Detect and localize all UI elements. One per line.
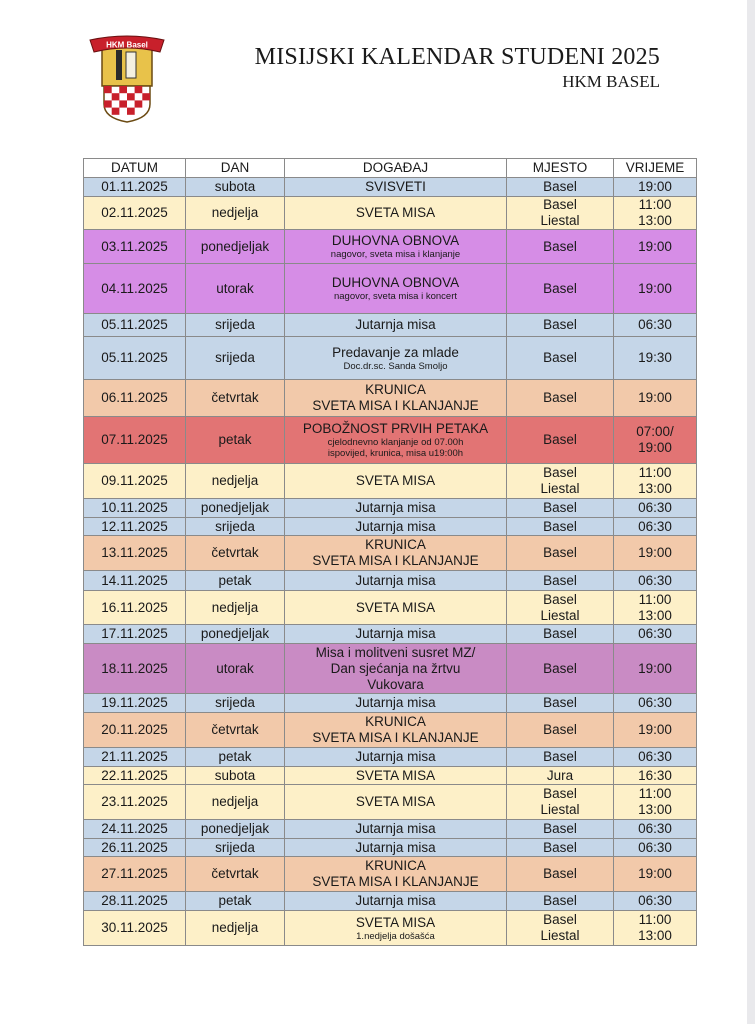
day-cell: srijeda [186, 518, 285, 536]
place-value: Basel [543, 722, 577, 737]
event-title: Jutarnja misa [355, 821, 436, 836]
time-cell [614, 571, 697, 591]
day-cell: nedjelja [186, 785, 285, 820]
place-value: Liestal [540, 928, 580, 943]
table-row [84, 571, 697, 591]
date-cell: 17.11.2025 [84, 625, 186, 644]
date-cell: 24.11.2025 [84, 820, 186, 839]
place-cell [507, 518, 614, 536]
time-value: 06:30 [638, 695, 672, 710]
place-value: Basel [543, 179, 577, 194]
day-cell: nedjelja [186, 591, 285, 625]
event-cell [285, 178, 507, 197]
time-value: 11:00 [638, 591, 672, 607]
place-value: Liestal [540, 481, 580, 496]
event-title: SVETA MISA [355, 205, 436, 220]
table-row [84, 337, 697, 380]
time-value: 11:00 [638, 197, 672, 212]
event-cell [285, 337, 507, 380]
place-cell [507, 337, 614, 380]
event-cell [285, 785, 507, 820]
table-row [84, 197, 697, 230]
time-cell [614, 625, 697, 644]
day-cell: ponedjeljak [186, 499, 285, 518]
event-cell [285, 591, 507, 625]
time-value: 19:00 [638, 390, 672, 405]
day-cell: četvrtak [186, 536, 285, 571]
time-value: 19:00 [638, 722, 672, 737]
time-value: 19:00 [638, 440, 672, 455]
date-cell: 04.11.2025 [84, 264, 186, 314]
time-cell [614, 591, 697, 625]
event-cell [285, 536, 507, 571]
event-cell [285, 230, 507, 264]
event-cell [285, 197, 507, 230]
day-cell: četvrtak [186, 713, 285, 748]
date-cell: 07.11.2025 [84, 417, 186, 464]
place-cell [507, 911, 614, 946]
place-cell [507, 499, 614, 518]
table-row [84, 417, 697, 464]
table-row [84, 591, 697, 625]
table-row [84, 911, 697, 946]
place-cell [507, 820, 614, 839]
event-note: nagovor, sveta misa i klanjanje [330, 249, 461, 260]
event-note: nagovor, sveta misa i koncert [333, 291, 458, 302]
day-cell: utorak [186, 264, 285, 314]
time-value: 06:30 [638, 500, 672, 515]
event-cell [285, 417, 507, 464]
place-value: Basel [543, 500, 577, 515]
time-cell [614, 839, 697, 857]
event-title: DUHOVNA OBNOVA [331, 275, 460, 290]
event-cell [285, 911, 507, 946]
place-value: Basel [543, 238, 577, 254]
place-value: Basel [543, 197, 577, 212]
time-cell [614, 499, 697, 518]
time-cell [614, 464, 697, 499]
place-cell [507, 625, 614, 644]
event-cell [285, 464, 507, 499]
date-cell: 14.11.2025 [84, 571, 186, 591]
page-edge [747, 0, 755, 1024]
place-cell [507, 464, 614, 499]
place-value: Basel [543, 390, 577, 405]
time-cell [614, 536, 697, 571]
table-row [84, 748, 697, 767]
time-value: 06:30 [638, 839, 672, 855]
event-title: KRUNICA SVETA MISA I KLANJANJE [312, 858, 479, 889]
time-cell [614, 694, 697, 713]
time-value: 13:00 [638, 481, 672, 496]
place-cell [507, 230, 614, 264]
date-cell: 05.11.2025 [84, 337, 186, 380]
time-cell [614, 264, 697, 314]
place-cell [507, 644, 614, 694]
event-title: Jutarnja misa [355, 572, 436, 588]
table-row [84, 380, 697, 417]
page-title: MISIJSKI KALENDAR STUDENI 2025 [254, 44, 660, 70]
time-value: 06:30 [638, 821, 672, 836]
time-cell [614, 417, 697, 464]
time-value: 19:00 [638, 545, 672, 560]
day-cell: srijeda [186, 839, 285, 857]
date-cell: 19.11.2025 [84, 694, 186, 713]
event-title: Misa i molitveni susret MZ/ Dan sjećanja na žrtvu Vukovara [315, 644, 476, 692]
time-cell [614, 857, 697, 892]
place-cell [507, 197, 614, 230]
time-cell [614, 911, 697, 946]
place-value: Basel [543, 893, 577, 908]
time-value: 19:00 [638, 660, 672, 676]
event-title: Jutarnja misa [355, 839, 436, 855]
day-cell: nedjelja [186, 464, 285, 499]
table-row [84, 625, 697, 644]
event-cell [285, 644, 507, 694]
event-title: Jutarnja misa [355, 317, 436, 332]
time-cell [614, 713, 697, 748]
date-cell: 22.11.2025 [84, 767, 186, 785]
time-cell [614, 785, 697, 820]
table-row [84, 464, 697, 499]
table-row [84, 314, 697, 337]
event-title: Jutarnja misa [355, 518, 436, 534]
place-value: Basel [543, 786, 577, 801]
date-cell: 18.11.2025 [84, 644, 186, 694]
time-value: 06:30 [638, 749, 672, 764]
table-row [84, 767, 697, 785]
table-header-row [84, 159, 697, 178]
event-cell [285, 571, 507, 591]
table-row [84, 178, 697, 197]
event-title: KRUNICA SVETA MISA I KLANJANJE [312, 537, 479, 568]
day-cell: srijeda [186, 694, 285, 713]
place-cell [507, 380, 614, 417]
event-cell [285, 314, 507, 337]
date-cell: 27.11.2025 [84, 857, 186, 892]
event-cell [285, 839, 507, 857]
time-value: 06:30 [638, 518, 672, 534]
table-row [84, 230, 697, 264]
time-value: 07:00/ [636, 424, 674, 439]
time-value: 13:00 [638, 802, 672, 817]
table-row [84, 785, 697, 820]
place-value: Basel [543, 866, 577, 881]
day-cell: nedjelja [186, 911, 285, 946]
time-value: 13:00 [638, 607, 672, 623]
place-value: Basel [543, 626, 577, 641]
time-cell [614, 767, 697, 785]
event-cell [285, 713, 507, 748]
date-cell: 23.11.2025 [84, 785, 186, 820]
table-row [84, 694, 697, 713]
event-title: SVETA MISA [355, 794, 436, 809]
place-cell [507, 417, 614, 464]
event-title: SVETA MISA [355, 473, 436, 488]
event-cell [285, 857, 507, 892]
place-value: Basel [543, 280, 577, 296]
event-note: ispovijed, krunica, misa u19:00h [327, 448, 464, 459]
time-cell [614, 380, 697, 417]
event-note: Doc.dr.sc. Sanda Smoljo [343, 360, 448, 372]
event-title: Predavanje za mlade [332, 344, 459, 360]
place-value: Basel [543, 572, 577, 588]
place-value: Liestal [540, 607, 580, 623]
logo-text: HKM Basel [106, 40, 148, 50]
place-cell [507, 536, 614, 571]
day-cell: ponedjeljak [186, 625, 285, 644]
date-cell: 02.11.2025 [84, 197, 186, 230]
event-title: SVETA MISA [355, 914, 436, 930]
day-cell: četvrtak [186, 380, 285, 417]
event-cell [285, 264, 507, 314]
event-cell [285, 499, 507, 518]
place-value: Basel [543, 545, 577, 560]
place-value: Liestal [540, 213, 580, 228]
table-row [84, 644, 697, 694]
place-value: Basel [543, 317, 577, 332]
day-cell: ponedjeljak [186, 230, 285, 264]
time-cell [614, 644, 697, 694]
date-cell: 16.11.2025 [84, 591, 186, 625]
table-row [84, 518, 697, 536]
place-cell [507, 785, 614, 820]
day-cell: petak [186, 748, 285, 767]
time-cell [614, 892, 697, 911]
place-cell [507, 571, 614, 591]
place-cell [507, 314, 614, 337]
place-cell [507, 178, 614, 197]
event-title: SVETA MISA [355, 767, 436, 783]
time-value: 16:30 [638, 767, 672, 783]
col-header-date: DATUM [84, 159, 186, 178]
table-row [84, 892, 697, 911]
day-cell: srijeda [186, 337, 285, 380]
time-cell [614, 518, 697, 536]
place-cell [507, 694, 614, 713]
place-value: Liestal [540, 802, 580, 817]
event-note: 1.nedjelja došašća [356, 930, 435, 942]
time-value: 19:00 [638, 866, 672, 881]
event-title: DUHOVNA OBNOVA [331, 233, 460, 248]
day-cell: petak [186, 571, 285, 591]
time-value: 19:00 [638, 280, 672, 296]
event-title: Jutarnja misa [355, 749, 436, 764]
event-cell [285, 767, 507, 785]
time-value: 06:30 [638, 317, 672, 332]
event-note: cjelodnevno klanjanje od 07.00h [327, 437, 464, 448]
event-title: Jutarnja misa [355, 893, 436, 908]
table-row [84, 857, 697, 892]
event-title: Jutarnja misa [355, 500, 436, 515]
place-value: Basel [543, 350, 577, 365]
table-row [84, 264, 697, 314]
table-row [84, 713, 697, 748]
event-cell [285, 694, 507, 713]
place-value: Basel [543, 518, 577, 534]
place-value: Jura [546, 767, 574, 783]
event-cell [285, 380, 507, 417]
hkm-basel-logo [86, 34, 168, 124]
date-cell: 20.11.2025 [84, 713, 186, 748]
place-cell [507, 839, 614, 857]
time-cell [614, 314, 697, 337]
place-value: Basel [543, 591, 577, 607]
time-cell [614, 337, 697, 380]
date-cell: 10.11.2025 [84, 499, 186, 518]
event-title: SVETA MISA [355, 599, 436, 615]
place-value: Basel [543, 912, 577, 927]
place-cell [507, 892, 614, 911]
time-value: 11:00 [638, 465, 672, 480]
event-cell [285, 748, 507, 767]
date-cell: 28.11.2025 [84, 892, 186, 911]
table-row [84, 839, 697, 857]
place-cell [507, 767, 614, 785]
day-cell: subota [186, 767, 285, 785]
date-cell: 03.11.2025 [84, 230, 186, 264]
time-value: 19:30 [638, 350, 672, 365]
time-value: 06:30 [638, 626, 672, 641]
time-cell [614, 230, 697, 264]
place-cell [507, 748, 614, 767]
calendar-table [83, 158, 697, 946]
col-header-place: MJESTO [507, 159, 614, 178]
table-row [84, 820, 697, 839]
place-value: Basel [543, 749, 577, 764]
event-title: KRUNICA SVETA MISA I KLANJANJE [312, 714, 479, 745]
date-cell: 09.11.2025 [84, 464, 186, 499]
day-cell: petak [186, 417, 285, 464]
date-cell: 05.11.2025 [84, 314, 186, 337]
time-cell [614, 197, 697, 230]
event-title: Jutarnja misa [355, 695, 436, 710]
place-value: Basel [543, 465, 577, 480]
time-value: 06:30 [638, 572, 672, 588]
event-title: POBOŽNOST PRVIH PETAKA [302, 421, 489, 436]
time-cell [614, 748, 697, 767]
table-row [84, 499, 697, 518]
time-value: 11:00 [638, 786, 672, 801]
place-value: Basel [543, 660, 577, 676]
place-value: Basel [543, 821, 577, 836]
date-cell: 01.11.2025 [84, 178, 186, 197]
table-row [84, 536, 697, 571]
event-title: KRUNICA SVETA MISA I KLANJANJE [312, 382, 479, 413]
page-subtitle: HKM BASEL [562, 72, 660, 91]
place-cell [507, 264, 614, 314]
place-cell [507, 591, 614, 625]
place-value: Basel [543, 432, 577, 447]
event-title: SVISVETI [365, 179, 426, 194]
event-cell [285, 820, 507, 839]
col-header-time: VRIJEME [614, 159, 697, 178]
day-cell: ponedjeljak [186, 820, 285, 839]
day-cell: petak [186, 892, 285, 911]
place-value: Basel [543, 839, 577, 855]
col-header-event: DOGAĐAJ [285, 159, 507, 178]
time-value: 19:00 [638, 238, 672, 254]
day-cell: subota [186, 178, 285, 197]
date-cell: 26.11.2025 [84, 839, 186, 857]
place-cell [507, 857, 614, 892]
date-cell: 12.11.2025 [84, 518, 186, 536]
time-value: 11:00 [638, 912, 672, 927]
event-cell [285, 518, 507, 536]
date-cell: 30.11.2025 [84, 911, 186, 946]
day-cell: utorak [186, 644, 285, 694]
time-value: 13:00 [638, 213, 672, 228]
event-cell [285, 892, 507, 911]
date-cell: 13.11.2025 [84, 536, 186, 571]
time-value: 19:00 [638, 179, 672, 194]
place-cell [507, 713, 614, 748]
time-value: 13:00 [638, 928, 672, 943]
event-cell [285, 625, 507, 644]
time-cell [614, 178, 697, 197]
day-cell: srijeda [186, 314, 285, 337]
date-cell: 06.11.2025 [84, 380, 186, 417]
day-cell: četvrtak [186, 857, 285, 892]
time-value: 06:30 [638, 893, 672, 908]
col-header-day: DAN [186, 159, 285, 178]
place-value: Basel [543, 695, 577, 710]
day-cell: nedjelja [186, 197, 285, 230]
date-cell: 21.11.2025 [84, 748, 186, 767]
time-cell [614, 820, 697, 839]
event-title: Jutarnja misa [355, 626, 436, 641]
